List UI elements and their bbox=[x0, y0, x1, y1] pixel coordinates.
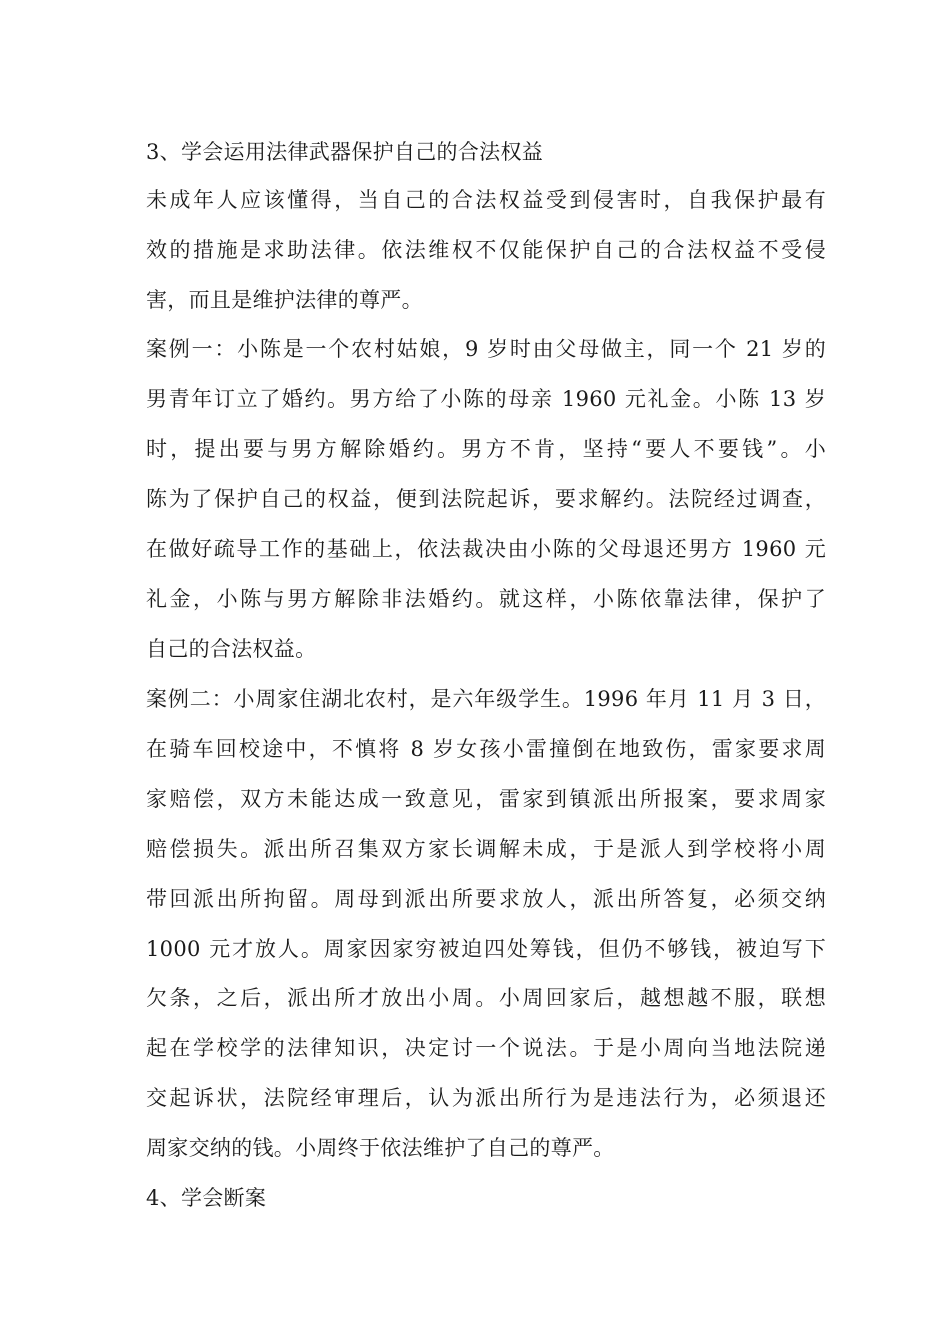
case-two-line: 周家交纳的钱。小周终于依法维护了自己的尊严。 bbox=[146, 1136, 615, 1160]
case-two-line: 欠条，之后，派出所才放出小周。小周回家后，越想越不服，联想 bbox=[146, 986, 826, 1010]
case-two-line: 家赔偿，双方未能达成一致意见，雷家到镇派出所报案，要求周家 bbox=[146, 787, 826, 811]
case-one-line: 自己的合法权益。 bbox=[146, 637, 317, 661]
case-two-line: 1000 元才放人。周家因家穷被迫四处筹钱，但仍不够钱，被迫写下 bbox=[146, 937, 826, 961]
case-one-line: 时，提出要与男方解除婚约。男方不肯，坚持“要人不要钱”。小 bbox=[146, 437, 826, 461]
paragraph-line: 未成年人应该懂得，当自己的合法权益受到侵害时，自我保护最有 bbox=[146, 188, 826, 212]
case-two-line: 起在学校学的法律知识，决定讨一个说法。于是小周向当地法院递 bbox=[146, 1036, 826, 1060]
case-two-line: 在骑车回校途中，不慎将 8 岁女孩小雷撞倒在地致伤，雷家要求周 bbox=[146, 737, 826, 761]
case-one-line: 在做好疏导工作的基础上，依法裁决由小陈的父母退还男方 1960 元 bbox=[146, 537, 826, 561]
case-one-line: 陈为了保护自己的权益，便到法院起诉，要求解约。法院经过调查， bbox=[146, 487, 826, 511]
section-heading-4: 4、学会断案 bbox=[146, 1186, 267, 1210]
case-one-line: 礼金，小陈与男方解除非法婚约。就这样，小陈依靠法律，保护了 bbox=[146, 587, 826, 611]
case-one-line: 案例一：小陈是一个农村姑娘，9 岁时由父母做主，同一个 21 岁的 bbox=[146, 337, 826, 361]
paragraph-line: 效的措施是求助法律。依法维权不仅能保护自己的合法权益不受侵 bbox=[146, 238, 826, 262]
case-two-line: 赔偿损失。派出所召集双方家长调解未成，于是派人到学校将小周 bbox=[146, 837, 826, 861]
case-two-line: 带回派出所拘留。周母到派出所要求放人，派出所答复，必须交纳 bbox=[146, 887, 826, 911]
paragraph-line: 害，而且是维护法律的尊严。 bbox=[146, 288, 423, 312]
case-two-line: 案例二：小周家住湖北农村，是六年级学生。1996 年月 11 月 3 日， bbox=[146, 687, 826, 711]
case-one-line: 男青年订立了婚约。男方给了小陈的母亲 1960 元礼金。小陈 13 岁 bbox=[146, 387, 826, 411]
case-two-line: 交起诉状，法院经审理后，认为派出所行为是违法行为，必须退还 bbox=[146, 1086, 826, 1110]
section-heading-3: 3、学会运用法律武器保护自己的合法权益 bbox=[146, 140, 544, 164]
